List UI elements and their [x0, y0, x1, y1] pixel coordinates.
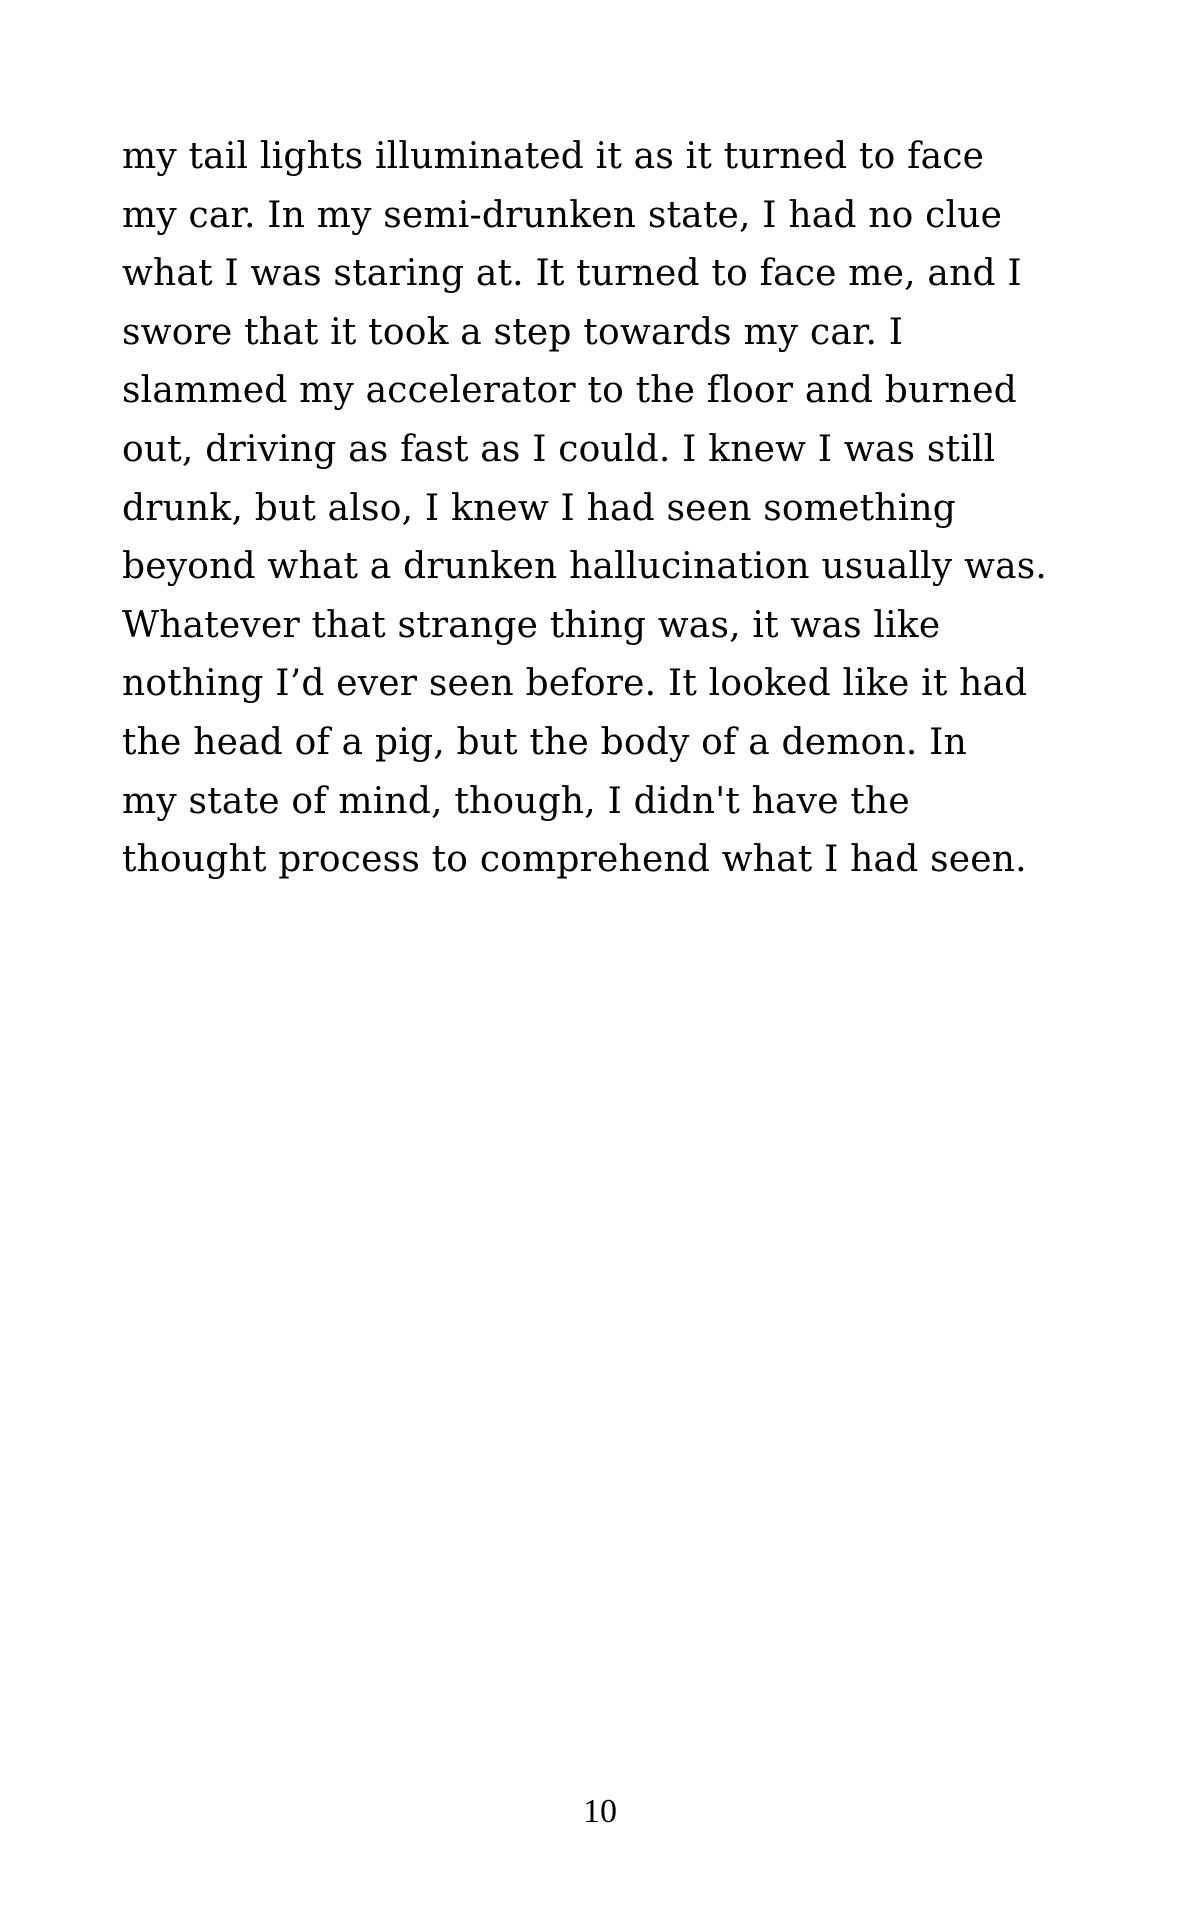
- text-line: my car. In my semi-drunken state, I had no clue: [122, 194, 1003, 236]
- text-line: swore that it took a step towards my car. I: [122, 311, 904, 353]
- text-line: drunk, but also, I knew I had seen something: [122, 487, 957, 529]
- text-line: my state of mind, though, I didn't have the: [122, 780, 910, 822]
- text-line: what I was staring at. It turned to face me, and I: [122, 253, 1022, 295]
- text-line: out, driving as fast as I could. I knew I was still: [122, 428, 996, 470]
- text-line: Whatever that strange thing was, it was like: [122, 604, 941, 646]
- text-line: slammed my accelerator to the floor and burned: [122, 370, 1017, 412]
- body-text: [122, 128, 1082, 890]
- text-line: the head of a pig, but the body of a demon. In: [122, 721, 967, 763]
- text-line: beyond what a drunken hallucination usually was.: [122, 546, 1048, 588]
- text-line: thought process to comprehend what I had seen.: [122, 839, 1027, 881]
- page-number: 10: [583, 1793, 617, 1830]
- text-line: my tail lights illuminated it as it turned to face: [122, 136, 985, 177]
- text-line: nothing I’d ever seen before. It looked like it had: [122, 663, 1028, 705]
